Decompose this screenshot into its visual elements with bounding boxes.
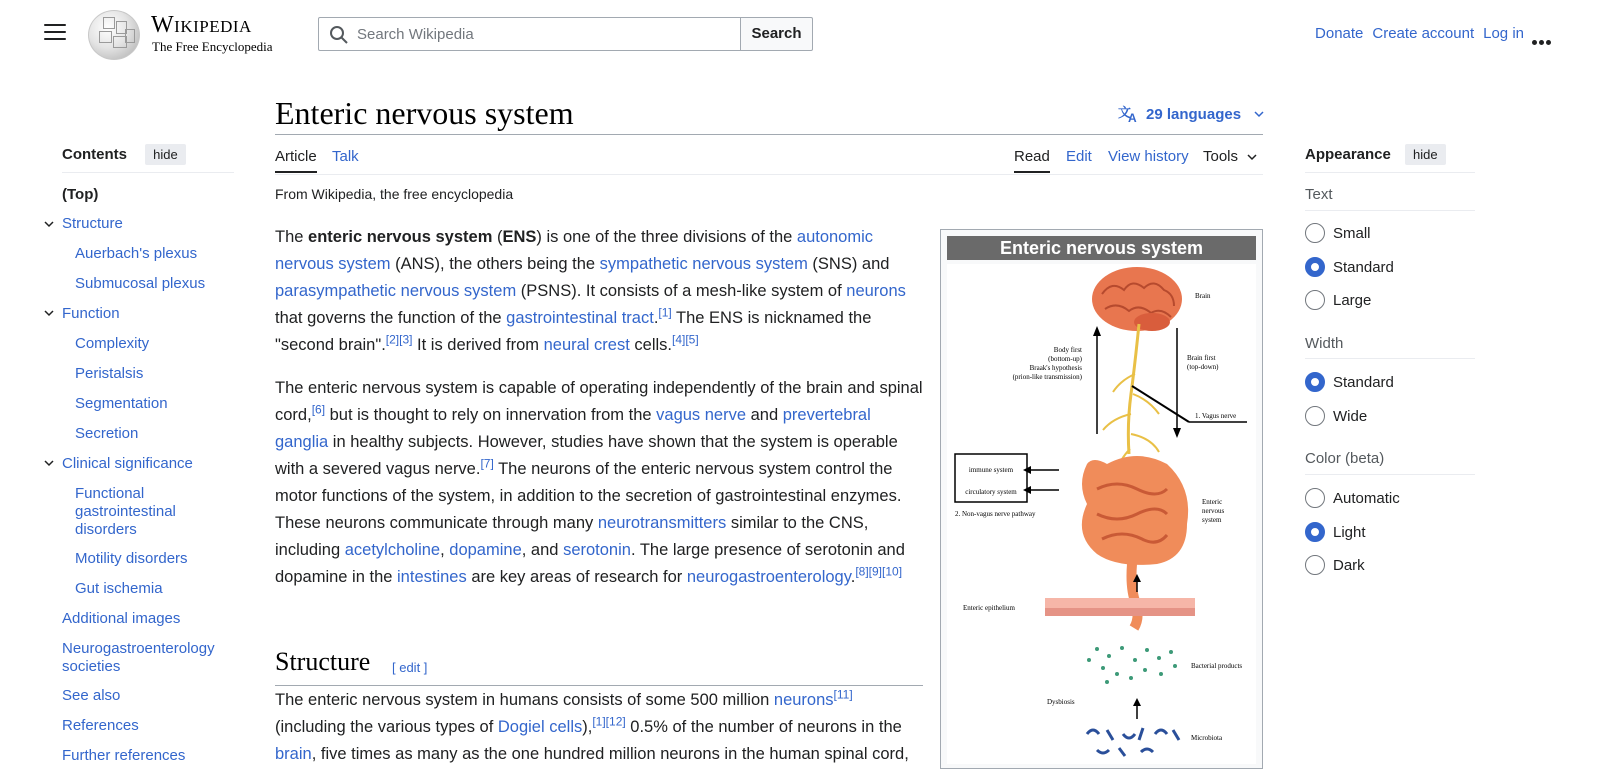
text-size-small-radio[interactable]: Small (1305, 223, 1371, 243)
toc-item-auerbachs-plexus[interactable]: Auerbach's plexus (75, 245, 198, 262)
more-options-icon[interactable] (1532, 32, 1556, 38)
toc-hide-button[interactable]: hide (145, 144, 186, 165)
citation[interactable]: [4][5] (672, 332, 699, 347)
translate-icon (1118, 104, 1140, 124)
citation[interactable]: [2][3] (385, 332, 413, 347)
diagram-label: nervous (1202, 507, 1225, 515)
chevron-down-icon (1253, 109, 1265, 119)
section-heading-structure: Structure (275, 647, 371, 676)
radio-checked-icon (1305, 522, 1325, 542)
link-neurogastroenterology[interactable]: neurogastroenterology (686, 568, 851, 586)
language-selector[interactable]: 文 A 29 languages (1118, 104, 1265, 124)
appearance-divider (1305, 172, 1475, 173)
link-gastrointestinal-tract[interactable]: gastrointestinal tract (506, 309, 654, 327)
radio-checked-icon (1305, 372, 1325, 392)
search-icon (329, 25, 349, 45)
toc-item-peristalsis[interactable]: Peristalsis (75, 365, 144, 382)
toc-item-clinical-significance[interactable]: Clinical significance (62, 455, 193, 472)
donate-link[interactable]: Donate (1315, 25, 1364, 42)
radio-unchecked-icon (1305, 406, 1325, 426)
link-vagus-nerve[interactable]: vagus nerve (656, 406, 747, 424)
microbiota-illustration (1087, 728, 1179, 756)
infobox (940, 229, 1263, 769)
toc-item-top[interactable]: (Top) (62, 186, 99, 203)
diagram-label: (bottom-up) (1048, 355, 1082, 363)
tab-read[interactable]: Read (1014, 148, 1050, 173)
link-intestines[interactable]: intestines (397, 568, 467, 586)
wikipedia-globe-logo[interactable] (88, 10, 140, 60)
text-size-standard-radio[interactable]: Standard (1305, 257, 1394, 277)
bacterial-products-illustration (1087, 646, 1177, 684)
text-size-large-radio[interactable]: Large (1305, 290, 1371, 310)
diagram-label: Body first (1053, 346, 1082, 354)
tab-talk[interactable]: Talk (332, 148, 359, 165)
toc-item-complexity[interactable]: Complexity (75, 335, 150, 352)
width-wide-radio[interactable]: Wide (1305, 406, 1367, 426)
diagram-label: Brain (1195, 292, 1211, 300)
tab-article[interactable]: Article (275, 148, 317, 173)
link-sympathetic-nervous-system[interactable]: sympathetic nervous system (599, 255, 808, 273)
link-neural-crest[interactable]: neural crest (543, 336, 630, 354)
log-in-link[interactable]: Log in (1483, 25, 1524, 42)
brain-illustration (1092, 267, 1182, 331)
toc-item-functional-gi-disorders[interactable]: Functional gastrointestinal disorders (75, 485, 176, 538)
link-prevertebral-ganglia[interactable]: prevertebral ganglia (275, 406, 871, 451)
group-divider (1305, 474, 1475, 475)
chevron-down-icon[interactable] (44, 219, 54, 229)
diagram-label: (prion-like transmission) (1012, 373, 1082, 381)
title-divider (275, 134, 1263, 135)
section-edit-link[interactable]: [ edit ] (392, 660, 428, 675)
infobox-title: Enteric nervous system (947, 236, 1256, 260)
wikipedia-tagline: The Free Encyclopedia (152, 39, 273, 54)
chevron-down-icon[interactable] (44, 458, 54, 468)
toc-item-further-references[interactable]: Further references (62, 747, 186, 764)
color-dark-radio[interactable]: Dark (1305, 555, 1365, 575)
search-input[interactable] (355, 18, 735, 50)
citation[interactable]: [6] (311, 402, 326, 417)
appearance-hide-button[interactable]: hide (1405, 144, 1446, 165)
article-paragraph-3: The enteric nervous system in humans consists of some 500 million neurons[11] (including the various types of Dogiel cells),[1][12] 0.5% of the number of neurons in the brain, five times as many as the one hundred million neurons in the human spinal cord, (275, 687, 909, 763)
search-button[interactable]: Search (740, 17, 813, 51)
diagram-label: Enteric epithelium (963, 604, 1015, 612)
diagram-label: Enteric (1202, 498, 1223, 506)
citation[interactable]: [7] (480, 456, 494, 471)
diagram-label: immune system (968, 466, 1014, 474)
tab-view-history[interactable]: View history (1108, 148, 1189, 165)
page-title: Enteric nervous system (275, 95, 574, 131)
toc-item-structure[interactable]: Structure (62, 215, 123, 232)
citation[interactable]: [1][12] (592, 714, 626, 729)
wikipedia-wordmark[interactable]: Wikipedia (151, 12, 252, 38)
link-neurons[interactable]: neurons (773, 691, 834, 709)
citation[interactable]: [1] (658, 305, 672, 320)
link-serotonin[interactable]: serotonin (563, 541, 631, 559)
diagram-label: Brain first (1187, 354, 1216, 362)
diagram-label: (top-down) (1187, 363, 1219, 371)
toc-item-neurogastroenterology-societies[interactable]: Neurogastroenterology societies (62, 640, 215, 675)
toc-item-secretion[interactable]: Secretion (75, 425, 139, 442)
radio-unchecked-icon (1305, 223, 1325, 243)
main-menu-button[interactable] (44, 24, 66, 42)
radio-unchecked-icon (1305, 488, 1325, 508)
article-paragraph-2: The enteric nervous system is capable of operating independently of the brain and spinal cord,[6] but is thought to rely on innervation from the vagus nerve and prevertebral ganglia in healthy subjects. However, studies have shown that the system is operable with a severed vagus nerve.[7] The neurons of the enteric nervous system control the motor functions of the system, in addition to the secretion of gastrointestinal enzymes. These neurons communicate through many neurotransmitters similar to the CNS, including acetylcholine, dopamine, and serotonin. The large presence of serotonin and dopamine in the intestines are key areas of research for neurogastroenterology.[8][9][10] (275, 379, 923, 586)
diagram-label: Microbiota (1191, 734, 1223, 742)
diagram-label: Braak's hypothesis (1029, 364, 1082, 372)
link-dopamine[interactable]: dopamine (449, 541, 522, 559)
section-divider (275, 685, 923, 686)
citation[interactable]: [11] (833, 687, 853, 702)
text-size-label: Text (1305, 186, 1333, 203)
site-sub: From Wikipedia, the free encyclopedia (275, 186, 514, 202)
color-light-radio[interactable]: Light (1305, 522, 1366, 542)
search-field[interactable] (318, 17, 741, 51)
toc-item-motility-disorders[interactable]: Motility disorders (75, 550, 188, 567)
group-divider (1305, 210, 1475, 211)
color-label: Color (beta) (1305, 450, 1385, 467)
width-standard-radio[interactable]: Standard (1305, 372, 1394, 392)
citation[interactable]: [8][9][10] (855, 564, 903, 579)
link-neurotransmitters[interactable]: neurotransmitters (597, 514, 727, 532)
link-autonomic-nervous-system[interactable]: autonomic nervous system (275, 228, 874, 273)
toc-item-submucosal-plexus[interactable]: Submucosal plexus (75, 275, 206, 292)
chevron-down-icon[interactable] (44, 308, 54, 318)
svg-text:文: 文 (1118, 105, 1132, 120)
toc-item-function[interactable]: Function (62, 305, 120, 322)
ens-diagram-image[interactable] (947, 264, 1256, 764)
create-account-link[interactable]: Create account (1372, 25, 1475, 42)
toc-item-see-also[interactable]: See also (62, 687, 121, 704)
diagram-label: 2. Non-vagus nerve pathway (955, 510, 1036, 518)
tabs-divider (275, 174, 1263, 175)
personal-links (1315, 25, 1524, 42)
group-divider (1305, 358, 1475, 359)
link-dogiel-cells[interactable]: Dogiel cells (497, 718, 583, 736)
diagram-label: circulatory system (965, 488, 1017, 496)
tab-tools[interactable]: Tools (1203, 148, 1258, 165)
epithelium-illustration (1045, 598, 1195, 616)
diagram-label: Bacterial products (1191, 662, 1243, 670)
svg-text:A: A (1128, 111, 1137, 124)
width-label: Width (1305, 335, 1344, 352)
toc-item-references[interactable]: References (62, 717, 139, 734)
diagram-label: system (1202, 516, 1222, 524)
color-automatic-radio[interactable]: Automatic (1305, 488, 1400, 508)
toc-divider (62, 172, 234, 173)
link-brain[interactable]: brain (275, 745, 312, 763)
toc-title: Contents hide (62, 146, 186, 163)
appearance-title: Appearance hide (1305, 146, 1446, 163)
link-neurons[interactable]: neurons (846, 282, 906, 300)
radio-checked-icon (1305, 257, 1325, 277)
toc-item-additional-images[interactable]: Additional images (62, 610, 181, 627)
toc-item-gut-ischemia[interactable]: Gut ischemia (75, 580, 163, 597)
toc-item-segmentation[interactable]: Segmentation (75, 395, 168, 412)
tab-edit[interactable]: Edit (1066, 148, 1092, 165)
link-acetylcholine[interactable]: acetylcholine (344, 541, 441, 559)
diagram-label: 1. Vagus nerve (1195, 412, 1237, 420)
radio-unchecked-icon (1305, 290, 1325, 310)
radio-unchecked-icon (1305, 555, 1325, 575)
link-parasympathetic-nervous-system[interactable]: parasympathetic nervous system (275, 282, 517, 300)
diagram-label: Dysbiosis (1047, 698, 1075, 706)
chevron-down-icon (1246, 152, 1258, 162)
article-paragraph-1: The enteric nervous system (ENS) is one of the three divisions of the autonomic nervous system (ANS), the others being the sympathetic nervous system (SNS) and parasympathetic nervous system (PSNS). It consists of a mesh-like system of neurons that governs the function of the gastrointestinal tract.[1] The ENS is nicknamed the "second brain".[2][3] It is derived from neural crest cells.[4][5] (275, 228, 906, 354)
